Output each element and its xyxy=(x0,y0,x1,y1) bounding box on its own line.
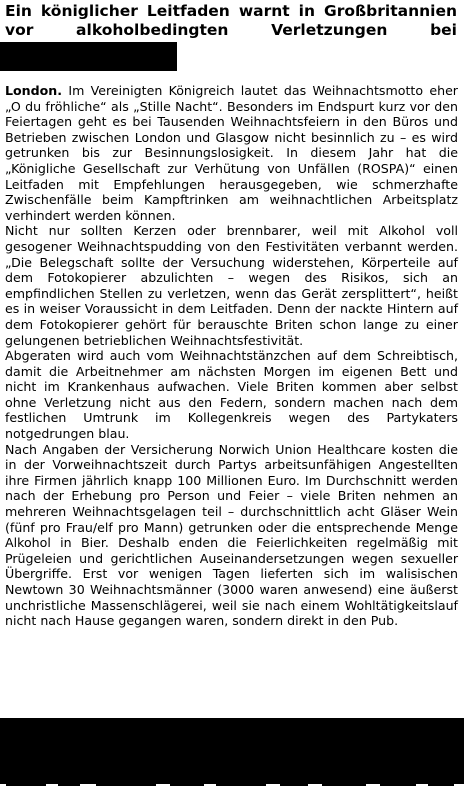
article-body xyxy=(5,83,458,629)
cropped-text-residue xyxy=(0,784,464,791)
article-paragraph-3: Abgeraten wird auch vom Weihnachtstänzchen auf dem Schreibtisch, damit die Arbeitnehmer am nächsten Morgen im eigenen Bett und nicht im Krankenhaus aufwachen. Viele Briten kommen aber selbst ohne Verletzung nicht aus den Federn, sondern machen nach dem festlichen Umtrunk im Kollegenkreis wegen des Partykaters notgedrungen blau. xyxy=(5,348,458,442)
redaction-bar-top xyxy=(0,42,177,71)
headline: Ein königlicher Leitfaden warnt in Großbritannien vor alkoholbedingten Verletzungen bei xyxy=(5,2,457,39)
redaction-bar-bottom xyxy=(0,718,464,784)
dateline: London. xyxy=(5,83,63,98)
article-paragraph-2: Nicht nur sollten Kerzen oder brennbarer, weil mit Alkohol voll gesogener Weihnachtspudding von den Festivitäten verbannt werden. „Die Belegschaft sollte der Versuchung widerstehen, Körperteile auf dem Fotokopierer abzulichten – wegen des Risikos, sich an empfindlichen Stellen zu verletzen, wenn das Gerät zersplittert“, heißt es in weiser Voraussicht in dem Leitfaden. Denn der nackte Hintern auf dem Fotokopierer gehört für berauschte Briten schon lange zu einer gelungenen betrieblichen Weihnachtsfestivität. xyxy=(5,223,458,348)
article-paragraph-4: Nach Angaben der Versicherung Norwich Union Healthcare kosten die in der Vorweihnachtszeit durch Partys arbeitsunfähigen Angestellten ihre Firmen jährlich knapp 100 Millionen Euro. Im Durchschnitt werden nach der Erhebung pro Person und Feier – viele Briten nehmen an mehreren Weihnachtsgelagen teil – durchschnittlich acht Gläser Wein (fünf pro Frau/elf pro Mann) getrunken oder die entsprechende Menge Alkohol in Bier. Deshalb enden die Feierlichkeiten regelmäßig mit Prügeleien und gerichtlichen Auseinandersetzungen wegen sexueller Übergriffe. Erst vor wenigen Tagen lieferten sich im walisischen Newtown 30 Weihnachtsmänner (3000 waren anwesend) eine äußerst unchristliche Massenschlägerei, weil sie nach einem Wohltätigkeitslauf nicht nach Hause gegangen waren, sondern direkt in den Pub. xyxy=(5,441,458,629)
paragraph-text: Im Vereinigten Königreich lautet das Weihnachtsmotto eher „O du fröhliche“ als „Stille Nacht“. Besonders im Endspurt kurz vor den Feiertagen geht es bei Tausenden Weihnachtsfeiern in den Büros und Betrieben zwischen London und Glasgow nicht besinnlich zu – es wird getrunken bis zur Besinnungslosigkeit. In diesem Jahr hat die „Königliche Gesellschaft zur Verhütung von Unfällen (ROSPA)“ einen Leitfaden mit Empfehlungen herausgegeben, wie schmerzhafte Zwischenfälle beim Kampftrinken am weihnachtlichen Arbeitsplatz verhindert werden können. xyxy=(5,83,458,223)
article-paragraph-1 xyxy=(5,83,458,223)
